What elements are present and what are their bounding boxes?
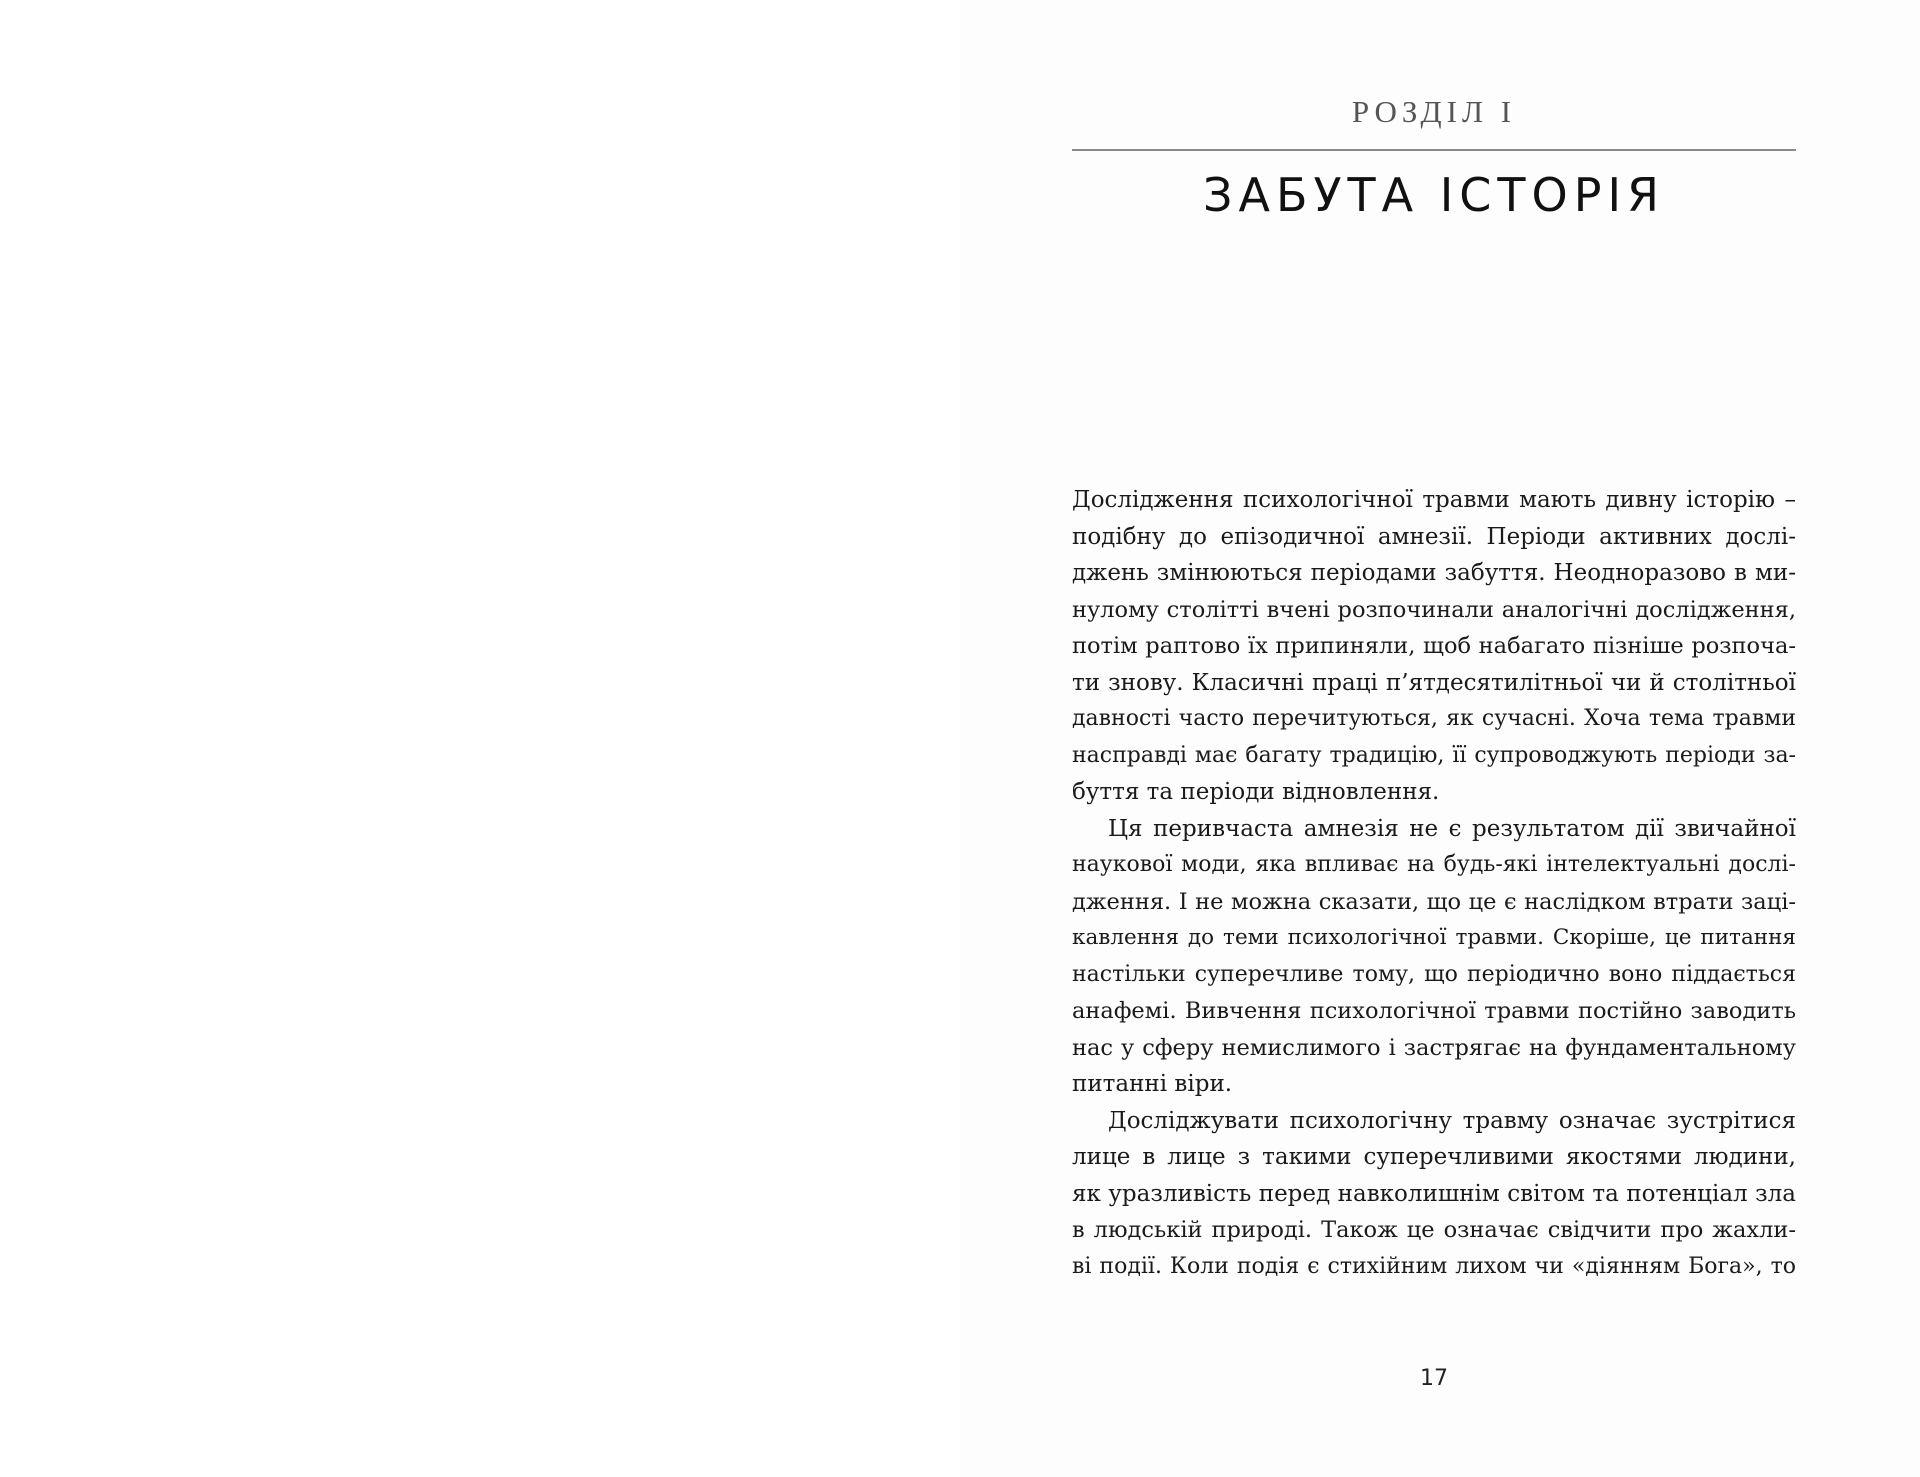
page-number: 17 [1420, 1366, 1448, 1391]
text-line: лице в лице з такими суперечливими якостями людини, [1072, 1144, 1796, 1170]
text-line: джень змінюються періодами забуття. Неодноразово в ми- [1072, 560, 1796, 586]
text-line: Ця перивчаста амнезія не є результатом дії звичайної [1108, 815, 1796, 842]
chapter-label: РОЗДІЛ І [1351, 94, 1517, 129]
text-line: в людській природі. Також це означає свідчити про жахли- [1072, 1217, 1796, 1243]
text-line: ти знову. Класичні праці п’ятдесятилітньої чи й столітньої [1072, 669, 1796, 696]
text-line: давності часто перечитуються, як сучасні. Хоча тема травми [1072, 706, 1796, 731]
chapter-title: ЗАБУТА ІСТОРІЯ [1203, 168, 1665, 222]
text-line: Досліджувати психологічну травму означає зустрітися [1108, 1107, 1796, 1134]
text-line: подібну до епізодичної амнезії. Періоди активних дослі- [1072, 523, 1796, 550]
text-line: кавлення до теми психологічної травми. Скоріше, це питання [1072, 925, 1796, 950]
text-line: як уразливість перед навколишнім світом та потенціал зла [1072, 1180, 1796, 1207]
text-line: анафемі. Вивчення психологічної травми постійно заводить [1072, 998, 1796, 1024]
text-line: наукової моди, яка впливає на будь-які інтелектуальні дослі- [1072, 852, 1796, 877]
chapter-divider [1072, 149, 1796, 151]
text-line: настільки суперечливе тому, що періодично воно піддається [1072, 961, 1796, 987]
text-line: питанні віри. [1072, 1071, 1233, 1097]
text-line: буття та періоди відновлення. [1072, 779, 1440, 805]
text-line: Дослідження психологічної травми мають дивну історію – [1072, 487, 1796, 513]
text-line: насправді має багату традицію, її супроводжують періоди за- [1072, 742, 1796, 768]
text-line: ві події. Коли подія є стихійним лихом чи «діянням Бога», то [1072, 1253, 1796, 1279]
text-line: потім раптово їх припиняли, щоб набагато пізніше розпоча- [1072, 633, 1796, 659]
text-line: нулому столітті вчені розпочинали аналогічні дослідження, [1072, 596, 1796, 623]
text-line: дження. І не можна сказати, що це є наслідком втрати заці- [1072, 888, 1796, 915]
text-line: нас у сферу немислимого і застрягає на фундаментальному [1072, 1034, 1796, 1061]
body-text [1072, 482, 1796, 1285]
